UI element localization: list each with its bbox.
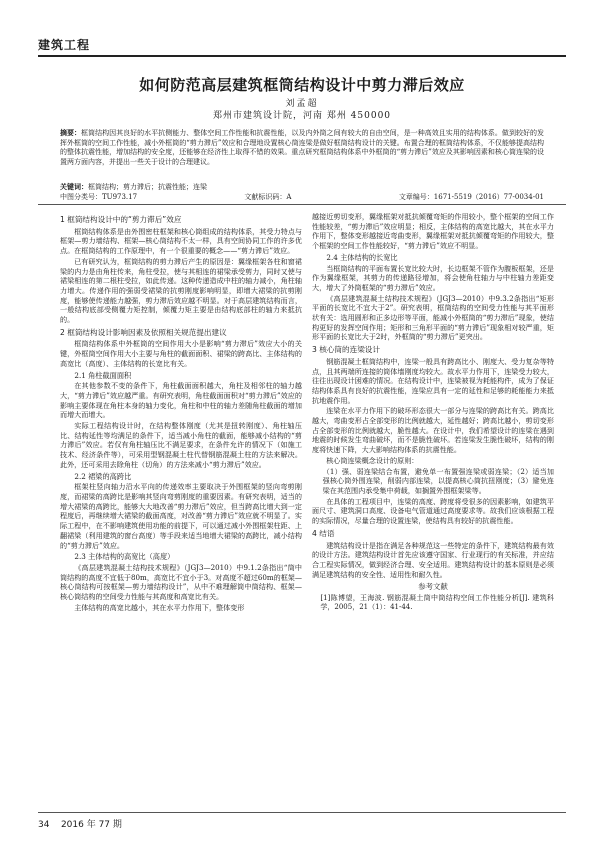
- journal-section-header: [38, 34, 566, 53]
- page-footer: [38, 817, 122, 830]
- header-rule: [38, 55, 566, 57]
- section-heading: 2 框筒结构设计影响因素及依照相关规范提出建议: [60, 327, 227, 337]
- keywords: [60, 182, 544, 193]
- paragraph: 主体结构的高宽比越小，其在水平力作用下，整体变形: [74, 602, 245, 612]
- section-heading: 4 结语: [312, 528, 335, 538]
- section-heading: 1 框筒结构设计中的“剪力滞后”效应: [60, 215, 182, 224]
- abstract: [60, 128, 544, 167]
- section-label: 建筑工程: [38, 38, 91, 52]
- section-heading: 3 核心筒的连梁设计: [312, 345, 380, 355]
- article-title: 如何防范高层建筑框筒结构设计中剪力滞后效应: [139, 76, 465, 94]
- keywords-label: 关键词：: [60, 182, 88, 191]
- article-affiliation: 郑州市建筑设计院，河南 郑州 450000: [212, 111, 392, 121]
- issue-label: 2016 年 77 期: [60, 820, 122, 830]
- keywords-text: 框筒结构；剪力滞后；抗震性能；连梁: [88, 183, 207, 191]
- body-column-right: [312, 212, 554, 612]
- abstract-label: 摘要：: [60, 128, 82, 137]
- paragraph: 《高层建筑混凝土结构技术规程》（JGJ3—2010）中9.1.2条指出“筒中筒结构的高度不宜低于80m，高宽比不宜小于3。对高度不超过60m的框架—核心筒结构可按框架—剪力墙结构设计”，从中不难理解筒中筒结构、框架—核心筒结构的空间受力性能与其高度和高宽比有关。: [60, 562, 302, 602]
- paragraph: 已有研究认为，框筒结构的剪力滞后产生的原因是：翼缘框架各柱和窗裙梁的内力是由角柱传来，角柱受拉，使与其相连的裙梁承受剪力，同时又使与裙梁相连的第二根柱受拉，如此传递。这种传递造成中柱的轴力减小，角柱轴力增大。传递作用的强弱受裙梁的抗剪刚度影响明显，即增大裙梁的抗剪刚度，能够使传递能力越强，剪力滞后效应越不明显。对于高层建筑结构而言，一般结构底部受侧覆力矩控制，倾覆力矩主要是由结构底部柱的轴力来抵抗的。: [60, 256, 302, 325]
- paragraph: 实际工程结构设计时，在结构整体刚度（尤其是扭转刚度）、角柱轴压比、结构延性等均满足的条件下，适当减小角柱的截面，能够减小结构的“剪力滞后”效应。若仅有角柱轴压比不满足要求，在条件允许的情况下（如施工技术、经济条件等），可采用型钢混凝土柱代替钢筋混凝土柱的方法来解决。此外，还可采用去除角柱（切角）的方法来减小“剪力滞后”效应。: [60, 421, 302, 469]
- article-author: 刘孟超: [285, 99, 319, 109]
- subsection-heading: 2.2 裙梁的高跨比: [74, 471, 132, 481]
- clc-number: 中图分类号：TU973.17: [60, 193, 138, 201]
- paragraph: 框筒结构体系中外框筒的空间作用大小是影响“剪力滞后”效应大小的关键，外框筒空间作用大小主要与角柱的截面面积、裙梁的跨高比、主体结构的高宽比（高度）、主体结构的长宽比有关。: [60, 339, 302, 368]
- page-number: 34: [38, 820, 50, 830]
- abstract-text: 框筒结构因其良好的水平抗侧能力、整体空间工作性能和抗震性能，以及内外筒之间有较大的自由空间，是一种高效且实用的结构体系。做到较好的发挥外框筒的空间工作性能，减小外框筒的“剪力滞后”效应和合理地设置核心筒连梁是做好框筒结构设计的关键。布置合理的框筒结构体系，不仅能够提高结构的整体抗震性能，增加结构的安全度，还能够在经济性上取得不错的效果。重点研究框筒结构体系中外框筒的“剪力滞后”效应及其影响因素和核心筒连梁的设置两方面内容，并提出一些关于设计的合理建议。: [60, 129, 545, 166]
- body-column-left: [60, 212, 302, 613]
- subsection-heading: 2.1 角柱截面面积: [74, 370, 132, 380]
- references-heading: 参考文献: [418, 582, 448, 592]
- abstract-rule: [38, 204, 566, 205]
- paragraph: 框架柱竖向轴力沿水平向的传递效率主要取决于外围框架的竖向弯剪刚度，而裙梁的高跨比是影响其竖向弯剪刚度的重要因素。有研究表明，适当的增大裙梁的高跨比，能够大大地改善“剪力滞后”效应，但当跨高比增大到一定程度后，再继续增大裙梁的截面高度，对改善“剪力滞后”效应就不明显了。实际工程中，在不影响建筑使用功能的前提下，可以通过减小外围框架柱距、上翻裙梁（利用建筑的窗台高度）等手段来适当地增大裙梁的高跨比，减小结构的“剪力滞后”效应。: [60, 482, 302, 550]
- paragraph: 框筒结构体系是由外围密柱框架和核心筒组成的结构体系，其受力特点与框架—剪力墙结构、框架—核心筒结构不太一样，具有空间协同工作的许多优点。在框筒结构的工作原理中，有一个很重要的概念——“剪力滞后”效应。: [60, 226, 302, 256]
- paragraph: 连梁在水平力作用下的破坏形态很大一部分与连梁的跨高比有关。跨高比越大，弯曲变形占全部变形的比例就越大，延性越好；跨高比越小，剪切变形占全部变形的比例就越大，脆性越大。在设计中，我们希望设计的连梁在遇到地震的时候发生弯曲破坏，而不是脆性破坏。若连梁发生脆性破坏，结构的刚度将快速下降，大大影响结构体系的抗震性能。: [312, 406, 554, 455]
- footer-rule: [38, 812, 566, 813]
- paragraph: 在具体的工程项目中，连梁的高度、跨度将受很多的因素影响，如建筑平面尺寸、建筑洞口高度、设备电气管道通过高度要求等。故我们应该根据工程的实际情况，尽量合理的设置连梁，使结构具有较好的抗震性能。: [312, 496, 554, 526]
- reference-item: [1]陈博望，王海波. 钢筋混凝土筒中筒结构空间工作性能分析[J]. 建筑科学，2005，21（1）：41-44.: [320, 594, 554, 612]
- paragraph: 越接近剪切变形，翼缘框架对抵抗倾覆弯矩的作用较小，整个框架的空间工作性能较差，“剪力滞后”效应明显；相反，主体结构的高宽比越大，其在水平力作用下，整体变形越接近弯曲变形，翼缘框架对抵抗倾覆弯矩的作用较大，整个框架的空间工作性能较好，“剪力滞后”效应不明显。: [312, 212, 554, 251]
- article-number: 文章编号：1671-5519（2016）77-0034-01: [398, 193, 544, 201]
- paragraph: 建筑结构设计是指在满足各种规范这一些特定的条件下，建筑结构最有效的设计方法。建筑结构设计首先应该遵守国家、行业现行的有关标准，并应结合工程实际情况，做到经济合理、安全适用。建筑结构设计的基本原则是必须满足建筑结构的安全性、适用性和耐久性。: [312, 540, 554, 579]
- subsection-heading: 2.4 主体结构的长宽比: [326, 252, 398, 262]
- principle-list: （1）强、弱连梁结合布置，避免单一布置强连梁或弱连梁；（2）适当加强核心筒外围连梁，削弱内部连梁，以提高核心筒抗扭刚度；（3）避免连梁在其范围内承受集中荷载，如搁置外围框架梁等。: [322, 466, 554, 495]
- classification-row: [60, 193, 544, 202]
- document-code: 文献标识码：A: [244, 193, 292, 201]
- paragraph: 在其他参数不变的条件下，角柱截面面积越大，角柱及相邻柱的轴力越大，“剪力滞后”效应越严重。有研究表明，角柱截面面积对“剪力滞后”效应的影响主要体现在角柱本身的轴力变化，角柱和中柱的轴力差随角柱截面的增加而增大而增大。: [60, 381, 302, 420]
- subsection-heading: 2.3 主体结构的高宽比（高度）: [74, 552, 175, 562]
- paragraph: 核心筒连梁概念设计的原则：: [326, 455, 419, 465]
- paragraph: 《高层建筑混凝土结构技术规程》（JGJ3—2010）中9.3.2条指出“矩形平面的长宽比不宜大于2”。研究表明，框筒结构的空间受力性能与其平面形状有关：选用圆形和正多边形等平面，能减小外框筒的“剪力滞后”现象，使结构更好的发挥空间作用；矩形和三角形平面的“剪力滞后”现象相对较严重，矩形平面的长宽比大于2时，外框筒的“剪力滞后”更突出。: [312, 293, 554, 342]
- paragraph: 当框筒结构的平面布置长宽比较大时，长边框架不管作为腹板框架，还是作为翼缘框架，其剪力的传递路径增加，将会使角柱轴力与中柱轴力差距变大，增大了外筒框架的“剪力滞后”效应。: [312, 263, 554, 292]
- paragraph: 钢筋混凝土框筒结构中，连梁一般具有跨高比小、刚度大、受力复杂等特点，且其两端所连接的筒体墙刚度均较大。故水平力作用下，连梁受力较大，往往出现设计困难的情况。在结构设计中，连梁被视为耗能构件，成为了保证结构体系具有良好的抗震性能，连梁应具有一定的延性和足够的耗能能力来抵抗地震作用。: [312, 356, 554, 405]
